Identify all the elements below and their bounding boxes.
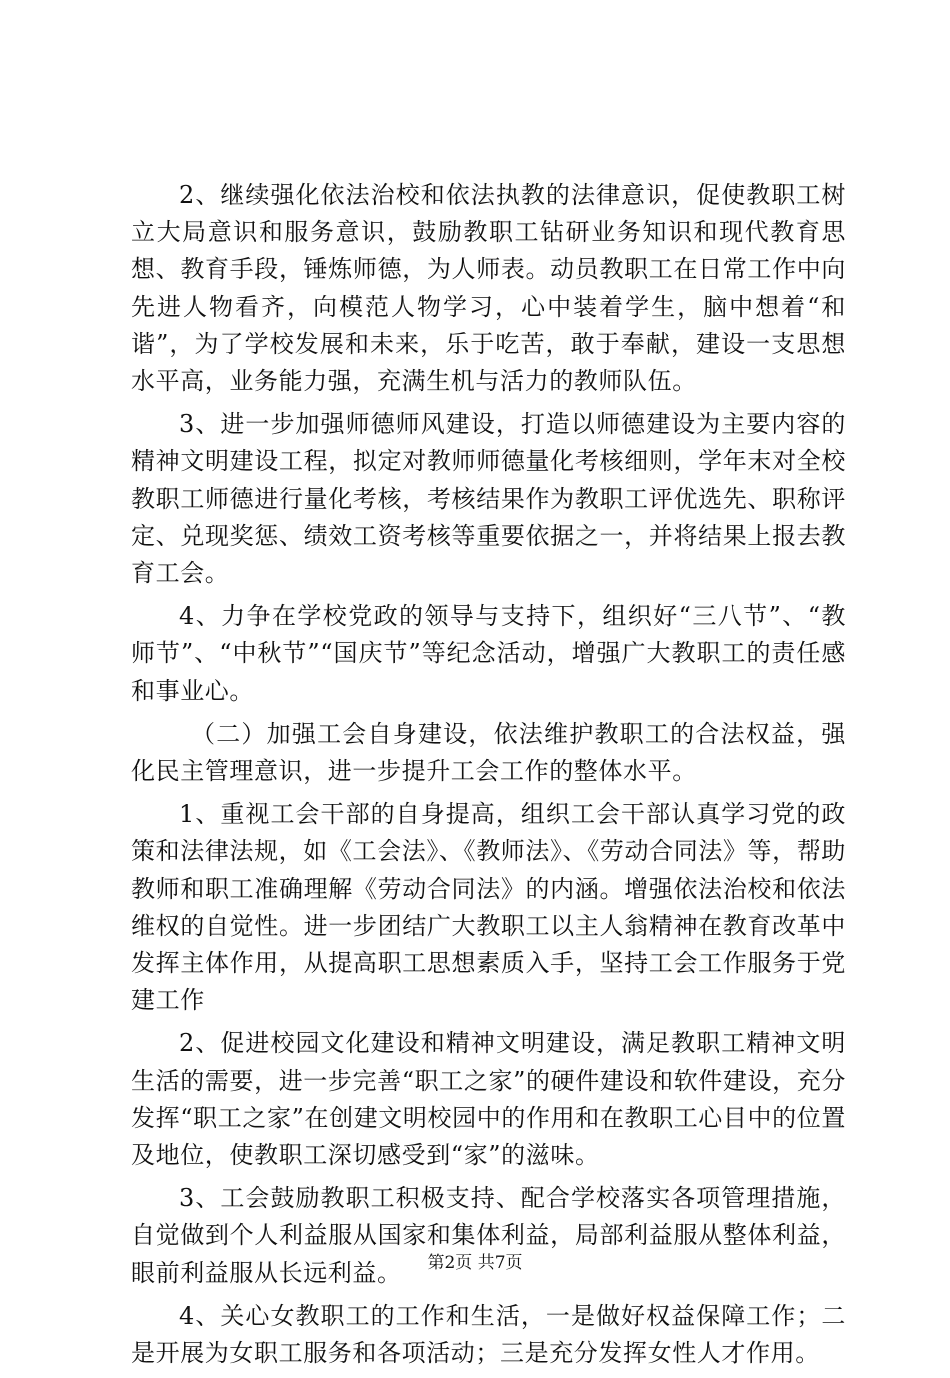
paragraph: 4、关心女教职工的工作和生活，一是做好权益保障工作；二是开展为女职工服务和各项活动；三是充分发挥女性人才作用。 bbox=[131, 1301, 846, 1368]
section-heading: （二）加强工会自身建设，依法维护教职工的合法权益，强化民主管理意识，进一步提升工会工作的整体水平。 bbox=[131, 719, 846, 786]
paragraph: 2、继续强化依法治校和依法执教的法律意识，促使教职工树立大局意识和服务意识，鼓励教职工钻研业务知识和现代教育思想、教育手段，锤炼师德，为人师表。动员教职工在日常工作中向先进人物看齐，向模范人物学习，心中装着学生，脑中想着“和谐”，为了学校发展和未来，乐于吃苦，敢于奉献，建设一支思想水平高，业务能力强，充满生机与活力的教师队伍。 bbox=[131, 181, 846, 396]
paragraph: 3、工会鼓励教职工积极支持、配合学校落实各项管理措施，自觉做到个人利益服从国家和集体利益，局部利益服从整体利益，眼前利益服从长远利益。 bbox=[131, 1184, 846, 1287]
paragraph: 4、力争在学校党政的领导与支持下，组织好“三八节”、“教师节”、“中秋节”“国庆节”等纪念活动，增强广大教职工的责任感和事业心。 bbox=[131, 602, 846, 705]
paragraph: 2、促进校园文化建设和精神文明建设，满足教职工精神文明生活的需要，进一步完善“职工之家”的硬件建设和软件建设，充分发挥“职工之家”在创建文明校园中的作用和在教职工心目中的位置及地位，使教职工深切感受到“家”的滋味。 bbox=[131, 1029, 846, 1170]
paragraph: 1、重视工会干部的自身提高，组织工会干部认真学习党的政策和法律法规，如《工会法》、《教师法》、《劳动合同法》等，帮助教师和职工准确理解《劳动合同法》的内涵。增强依法治校和依法维权的自觉性。进一步团结广大教职工以主人翁精神在教育改革中发挥主体作用，从提高职工思想素质入手，坚持工会工作服务于党建工作 bbox=[131, 800, 846, 1015]
page-number-footer: 第2页 共7页 bbox=[427, 1253, 523, 1273]
paragraph: 3、进一步加强师德师风建设，打造以师德建设为主要内容的精神文明建设工程，拟定对教师师德量化考核细则，学年末对全校教职工师德进行量化考核，考核结果作为教职工评优选先、职称评定、兑现奖惩、绩效工资考核等重要依据之一，并将结果上报去教育工会。 bbox=[131, 410, 846, 588]
document-body bbox=[131, 177, 846, 1378]
